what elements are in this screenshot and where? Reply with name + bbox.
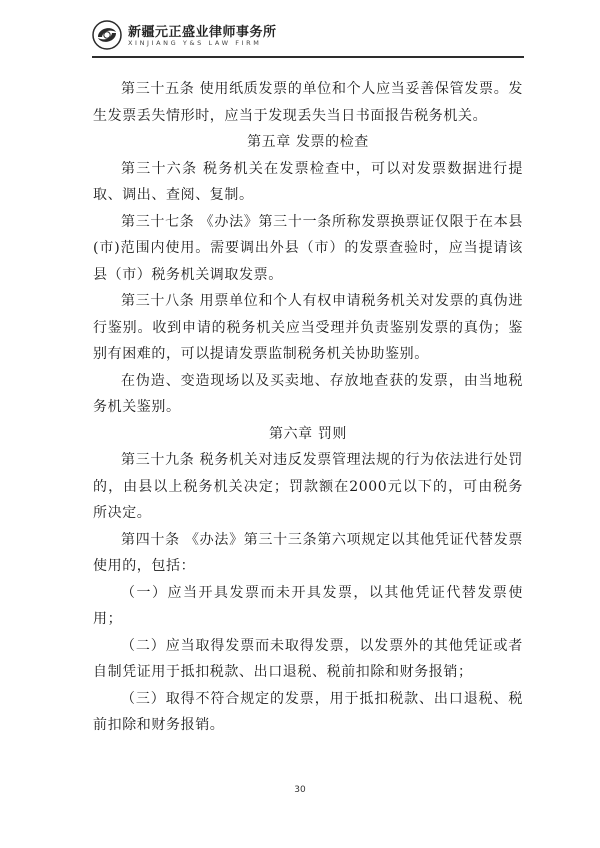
letterhead xyxy=(92,20,522,54)
swirl-logo-icon xyxy=(92,20,122,50)
page-number: 30 xyxy=(294,785,306,795)
article-40-item-1: （一）应当开具发票而未开具发票，以其他凭证代替发票使用； xyxy=(93,584,523,627)
article-36: 第三十六条 税务机关在发票检查中，可以对发票数据进行提取、调出、查阅、复制。 xyxy=(93,160,523,203)
article-35: 第三十五条 使用纸质发票的单位和个人应当妥善保管发票。发生发票丢失情形时，应当于发现丢失当日书面报告税务机关。 xyxy=(93,81,523,124)
chapter-5-heading: 第五章 发票的检查 xyxy=(247,134,369,150)
article-38-paragraph-2: 在伪造、变造现场以及买卖地、存放地查获的发票，由当地税务机关鉴别。 xyxy=(93,372,523,415)
article-38: 第三十八条 用票单位和个人有权申请税务机关对发票的真伪进行鉴别。收到申请的税务机关应当受理并负责鉴别发票的真伪；鉴别有困难的，可以提请发票监制税务机关协助鉴别。 xyxy=(93,293,523,362)
document-body xyxy=(93,76,523,739)
article-37: 第三十七条 《办法》第三十一条所称发票换票证仅限于在本县(市)范围内使用。需要调出外县（市）的发票查验时，应当提请该县（市）税务机关调取发票。 xyxy=(93,213,523,283)
header-divider xyxy=(92,56,524,58)
article-40-item-2: （二）应当取得发票而未取得发票，以发票外的其他凭证或者自制凭证用于抵扣税款、出口退税、税前扣除和财务报销； xyxy=(93,637,523,680)
firm-name-english: XINJIANG Y&S LAW FIRM xyxy=(128,39,262,47)
article-40: 第四十条 《办法》第三十三条第六项规定以其他凭证代替发票使用的，包括： xyxy=(93,531,523,574)
article-39: 第三十九条 税务机关对违反发票管理法规的行为依法进行处罚的，由县以上税务机关决定；罚款额在2000元以下的，可由税务所决定。 xyxy=(93,452,523,521)
article-40-item-3: （三）取得不符合规定的发票，用于抵扣税款、出口退税、税前扣除和财务报销。 xyxy=(93,690,523,733)
chapter-6-heading: 第六章 罚则 xyxy=(268,425,348,442)
firm-name-chinese: 新疆元正盛业律师事务所 xyxy=(128,25,277,40)
